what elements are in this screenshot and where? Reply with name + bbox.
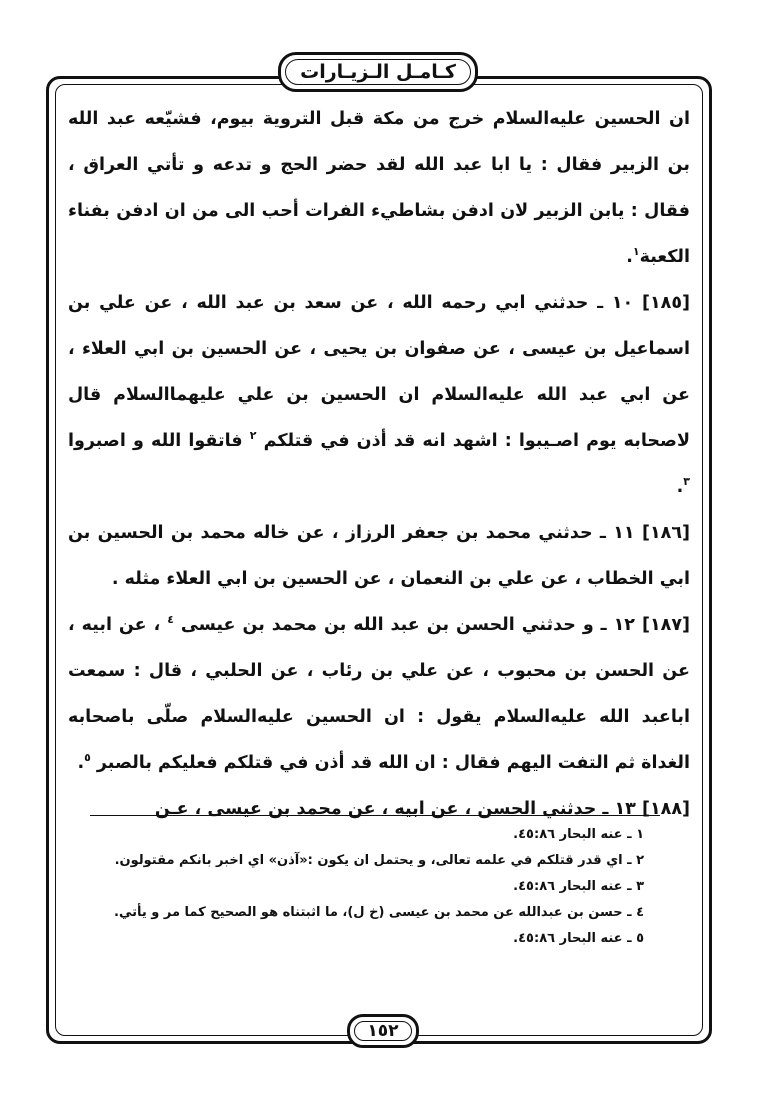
paragraph-186 <box>68 510 690 602</box>
paragraph-186-text: [١٨٦] ١١ ـ حدثني محمد بن جعفر الرزاز ، عن خاله محمد بن الحسين بن ابي الخطاب ، عن علي بن النعمان ، عن الحسين بن ابي العلاء مثله . <box>68 523 690 589</box>
paragraph-187-text: [١٨٧] ١٢ ـ و حدثني الحسن بن عبد الله بن محمد بن عيسى <box>180 615 690 635</box>
header-title-tab <box>278 52 478 92</box>
footnote-4: ٤ ـ حسن بن عبدالله عن محمد بن عيسى (خ ل)، ما اثبتناه هو الصحيح كما مر و يأتي. <box>114 905 644 920</box>
footnote-3: ٣ ـ عنه البحار ٤٥:٨٦. <box>513 879 644 894</box>
paragraph-185 <box>68 280 690 510</box>
footnote-marker-1[interactable]: ١ <box>632 245 640 259</box>
paragraph-188-text: [١٨٨] ١٣ ـ حدثني الحسن ، عن ابيه ، عن محمد بن عيسى ، عـن <box>154 799 690 819</box>
footnote-marker-2[interactable]: ٢ <box>249 429 257 443</box>
paragraph-1-end: . <box>626 247 633 267</box>
footnote-1: ١ ـ عنه البحار ٤٥:٨٦. <box>513 827 644 842</box>
paragraph-187-end: . <box>77 753 85 773</box>
paragraph-187 <box>68 602 690 786</box>
paragraph-1-text: ان الحسين عليه‌السلام خرج من مكة قبل التروية بيوم، فشيّعه عبد الله بن الزبير فقال : يا ابا عبد الله لقد حضر الحج و تدعه و تأتي العراق ، فقال : يابن الزبير لان ادفن بشاطيء الفرات أحب الى من ان ادفن بفناء الكعبة <box>68 109 690 267</box>
main-text <box>68 96 690 832</box>
footnote-divider <box>90 815 660 816</box>
book-title: كـامـل الـزيـارات <box>300 61 456 83</box>
page-number-tab <box>347 1014 419 1048</box>
paragraph-1 <box>68 96 690 280</box>
footnote-5: ٥ ـ عنه البحار ٤٥:٨٦. <box>513 931 644 946</box>
footnote-marker-3[interactable]: ٣ <box>683 475 690 489</box>
footnotes <box>88 822 644 952</box>
paragraph-185-end: . <box>676 477 684 497</box>
paragraph-185-text-2: فاتقوا الله و اصبروا <box>68 431 243 451</box>
footnote-2: ٢ ـ اي قدر قتلكم في علمه تعالى، و يحتمل ان يكون :«آذن» اي اخبر بانكم مقتولون. <box>114 853 644 868</box>
page-number: ١٥٢ <box>367 1021 399 1041</box>
paragraph-187-text-2: ، عن ابيه ، عن الحسن بن محبوب ، عن علي بن رئاب ، عن الحلبي ، قال : سمعت اباعبد الله عليه‌السلام يقول : ان الحسين عليه‌السلام صلّى باصحابه الغداة ثم التفت اليهم فقال : ان الله قد أذن في قتلكم فعليكم بالصبر <box>68 615 690 773</box>
paragraph-185-text: [١٨٥] ١٠ ـ حدثني ابي رحمه الله ، عن سعد بن عبد الله ، عن علي بن اسماعيل بن عيسى ، عن صفوان بن يحيى ، عن الحسين بن ابي العلاء ، عن ابي عبد الله عليه‌السلام ان الحسين بن علي عليهما‌السلام قال لاصحابه يوم اصـيبوا : اشهد انه قد أذن في قتلكم <box>68 293 690 451</box>
footnote-marker-4[interactable]: ٤ <box>167 613 174 627</box>
footnote-marker-5[interactable]: ٥ <box>84 751 91 765</box>
